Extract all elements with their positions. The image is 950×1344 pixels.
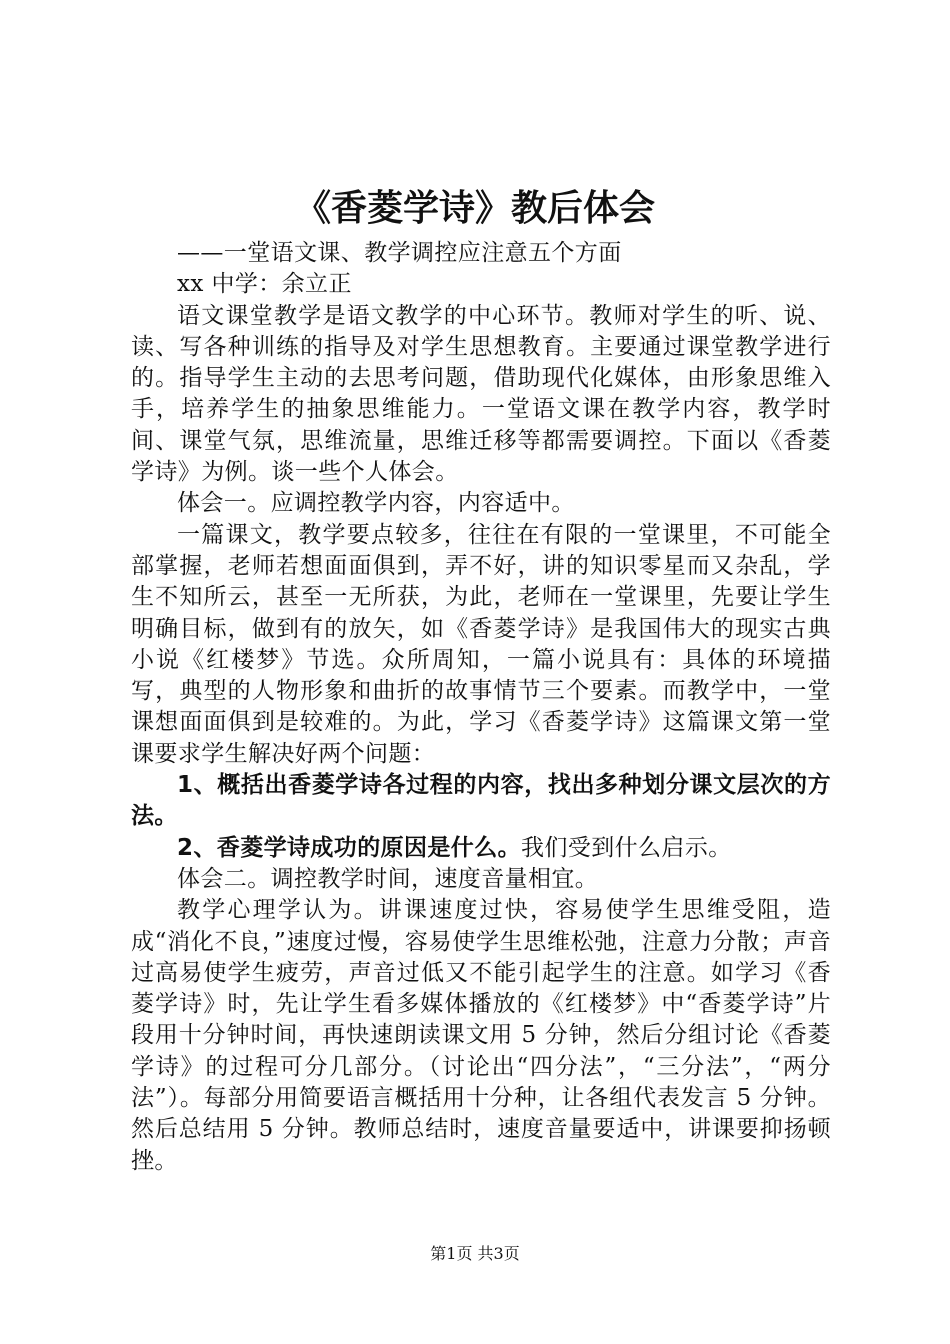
paragraph-intro: 语文课堂教学是语文教学的中心环节。教师对学生的听、说、读、写各种训练的指导及对学生思想教育。主要通过课堂教学进行的。指导学生主动的去思考问题，借助现代化媒体，由形象思维入手，培养学生的抽象思维能力。一堂语文课在教学内容，教学时间、课堂气氛，思维流量，思维迁移等都需要调控。下面以《香菱学诗》为例。谈一些个人体会。	[131, 302, 831, 486]
document-title: 《香菱学诗》教后体会	[294, 188, 655, 229]
paragraph-point-one-heading: 体会一。应调控教学内容，内容适中。	[177, 490, 575, 517]
paragraph-question-one	[131, 770, 831, 833]
author-line: xx 中学：余立正	[177, 271, 352, 298]
question-one-text: 1、概括出香菱学诗各过程的内容，找出多种划分课文层次的方法。	[131, 772, 831, 830]
paragraph-point-one-body: 一篇课文，教学要点较多，往往在有限的一堂课里，不可能全部掌握，老师若想面面俱到，弄不好，讲的知识零星而又杂乱，学生不知所云，甚至一无所获，为此，老师在一堂课里，先要让学生明确目标，做到有的放矢，如《香菱学诗》是我国伟大的现实古典小说《红楼梦》节选。众所周知，一篇小说具有：具体的环境描写，典型的人物形象和曲折的故事情节三个要素。而教学中，一堂课想面面俱到是较难的。为此，学习《香菱学诗》这篇课文第一堂课要求学生解决好两个问题：	[131, 521, 831, 767]
subtitle: ——一堂语文课、教学调控应注意五个方面	[177, 240, 622, 266]
paragraph-point-two-heading: 体会二。调控教学时间，速度音量相宜。	[177, 865, 599, 892]
page-footer: 第1页 共3页	[430, 1244, 520, 1263]
paragraph-point-two-body: 教学心理学认为。讲课速度过快，容易使学生思维受阻，造成“消化不良，”速度过慢，容易使学生思维松弛，注意力分散；声音过高易使学生疲劳，声音过低又不能引起学生的注意。如学习《香菱学诗》时，先让学生看多媒体播放的《红楼梦》中“香菱学诗”片段用十分钟时间，再快速朗读课文用 5 分钟，然后分组讨论《香菱学诗》的过程可分几部分。（讨论出“四分法”，“三分法”，“两分法”）。每部分用简要语言概括用十分种，让各组代表发言 5 分钟。然后总结用 5 分钟。教师总结时，速度音量要适中，讲课要抑扬顿挫。	[131, 897, 831, 1174]
question-two-bold-text: 2、香菱学诗成功的原因是什么。	[177, 834, 522, 861]
question-two-rest-text: 我们受到什么启示。	[521, 834, 732, 861]
document-body	[131, 238, 831, 1177]
paragraph-question-two	[131, 833, 831, 864]
